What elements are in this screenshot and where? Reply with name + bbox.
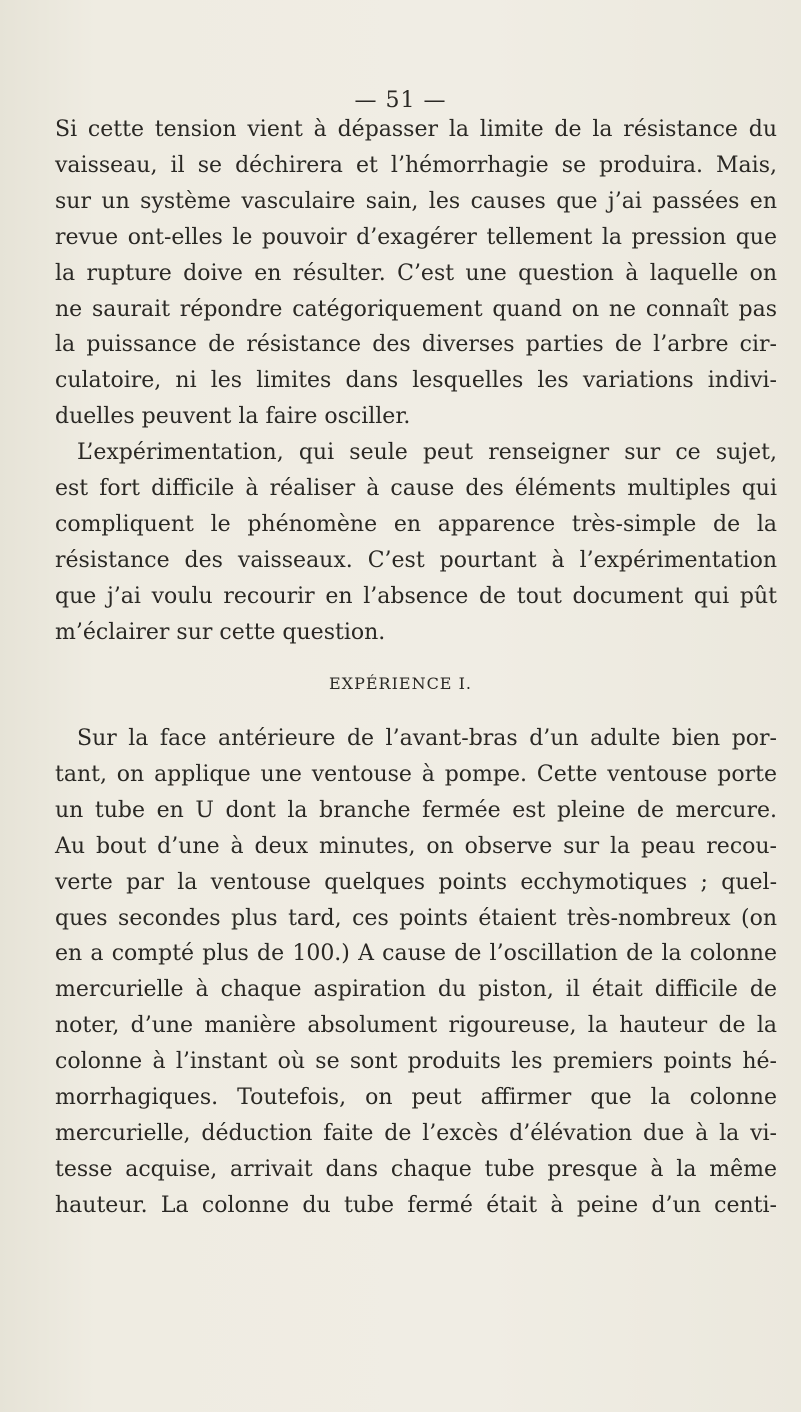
paragraph-line: Si cette tension vient à dépasser la limite de la résistance du [55,117,777,142]
paragraph-line: duelles peuvent la faire osciller. [55,404,411,430]
paragraph-line: tesse acquise, arrivait dans chaque tube presque à la même [55,1156,777,1182]
paragraph-line: colonne à l’instant où se sont produits les premiers points hé- [55,1049,777,1075]
page-number: — 51 — [354,88,447,113]
paragraph-line: m’éclairer sur cette question. [55,619,386,645]
paragraph-3 [55,721,777,1224]
paragraph-line: sur un système vasculaire sain, les causes que j’ai passées en [55,188,777,214]
paragraph-line: verte par la ventouse quelques points ecchymotiques ; quel- [55,869,777,895]
text-block-bottom [55,721,777,1224]
paragraph-line: est fort difficile à réaliser à cause des éléments multiples qui [55,476,777,502]
paragraph-line: mercurielle à chaque aspiration du piston, il était difficile de [55,977,777,1003]
paragraph-line: compliquent le phénomène en apparence très-simple de la [55,511,777,537]
paragraph-line: un tube en U dont la branche fermée est pleine de mercure. [55,797,777,823]
paragraph-line: noter, d’une manière absolument rigoureuse, la hauteur de la [55,1013,777,1039]
paragraph-line: tant, on applique une ventouse à pompe. Cette ventouse porte [55,761,777,787]
paragraph-line: ne saurait répondre catégoriquement quand on ne connaît pas [55,296,777,322]
paragraph-2 [55,435,777,650]
paragraph-line: morrhagiques. Toutefois, on peut affirmer que la colonne [55,1085,777,1111]
paragraph-line: la puissance de résistance des diverses parties de l’arbre cir- [55,332,777,358]
section-heading: EXPÉRIENCE I. [329,674,472,693]
paragraph-1 [55,112,777,435]
paragraph-line: culatoire, ni les limites dans lesquelles les variations indivi- [55,368,777,394]
paragraph-line: L’expérimentation, qui seule peut renseigner sur ce sujet, [77,440,777,466]
paragraph-line: revue ont-elles le pouvoir d’exagérer tellement la pression que [55,224,777,250]
text-block-top [55,112,777,651]
paragraph-line: hauteur. La colonne du tube fermé était à peine d’un centi- [55,1192,777,1218]
paragraph-line: résistance des vaisseaux. C’est pourtant à l’expérimentation [55,547,777,573]
paragraph-line: en a compté plus de 100.) A cause de l’oscillation de la colonne [55,941,777,967]
paragraph-line: mercurielle, déduction faite de l’excès d’élévation due à la vi- [55,1120,777,1146]
paragraph-line: vaisseau, il se déchirera et l’hémorrhagie se produira. Mais, [55,152,777,178]
paragraph-line: la rupture doive en résulter. C’est une question à laquelle on [55,260,777,286]
paragraph-line: que j’ai voulu recourir en l’absence de tout document qui pût [55,583,777,609]
paragraph-line: Au bout d’une à deux minutes, on observe sur la peau recou- [55,833,777,859]
paragraph-line: ques secondes plus tard, ces points étaient très-nombreux (on [55,905,777,931]
paragraph-line: Sur la face antérieure de l’avant-bras d’un adulte bien por- [77,726,777,751]
